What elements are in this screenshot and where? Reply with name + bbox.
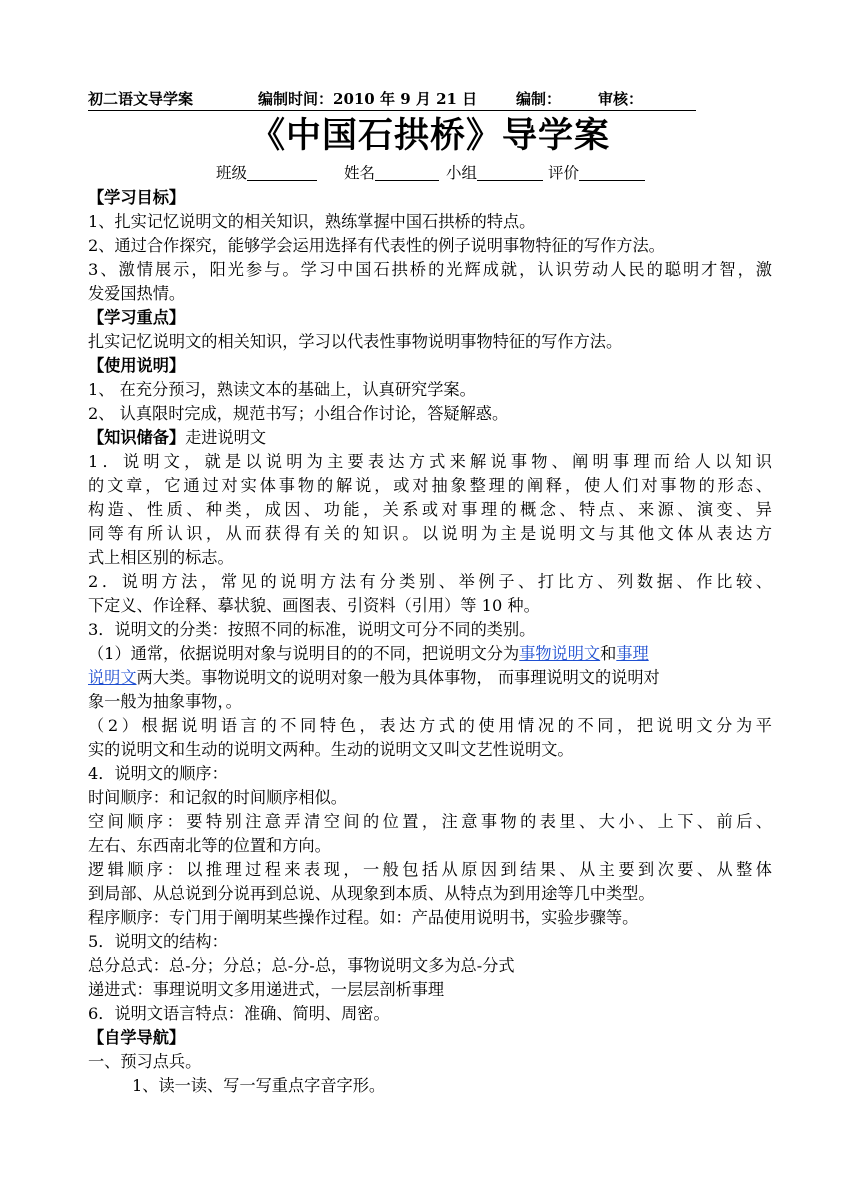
self-study-heading: 【自学导航】 <box>88 1028 186 1047</box>
name-field <box>344 162 375 184</box>
classification-text: 两大类。事物说明文的说明对象一般为具体事物， 而事理说明文的说明对 <box>136 668 660 687</box>
group-label: 小组 <box>446 164 478 182</box>
structure-line: 总分总式：总-分；分总；总-分-总，事物说明文多为总-分式 <box>88 956 515 975</box>
knowledge-paragraph-line: 同等有所认识，从而获得有关的知识。以说明为主是说明文与其他文体从表达方 <box>88 524 772 543</box>
student-info-row <box>0 162 860 184</box>
date-label: 编制时间：2010 年 9 月 21 日 <box>258 90 478 108</box>
knowledge-paragraph-line: 1．说明文，就是以说明为主要表达方式来解说事物、阐明事理而给人以知识 <box>88 452 772 471</box>
eval-label: 评价 <box>548 164 580 182</box>
order-line: 左右、东西南北等的位置和方向。 <box>88 836 331 855</box>
structure-line: 递进式：事理说明文多用递进式，一层层剖析事理 <box>88 980 445 999</box>
goal-item: 2、通过合作探究，能够学会运用选择有代表性的例子说明事物特征的写作方法。 <box>88 236 665 255</box>
order-line: 时间顺序：和记叙的时间顺序相似。 <box>88 788 347 807</box>
language-line: 6．说明文语言特点：准确、简明、周密。 <box>88 1004 390 1023</box>
usage-item: 2、 认真限时完成，规范书写；小组合作讨论，答疑解惑。 <box>88 404 509 423</box>
focus-text: 扎实记忆说明文的相关知识，学习以代表性事物说明事物特征的写作方法。 <box>88 332 623 351</box>
page-title: 《中国石拱桥》导学案 <box>249 116 610 156</box>
usage-heading: 【使用说明】 <box>88 356 186 375</box>
knowledge-paragraph-line: 的文章，它通过对实体事物的解说，或对抽象整理的阐释，使人们对事物的形态、 <box>88 476 772 495</box>
knowledge-paragraph-line <box>88 642 772 666</box>
structure-line: 5．说明文的结构： <box>88 932 228 951</box>
knowledge-paragraph-line: 象一般为抽象事物，。 <box>88 692 242 711</box>
order-line: 逻辑顺序：以推理过程来表现，一般包括从原因到结果、从主要到次要、从整体 <box>88 860 772 879</box>
editor-label: 编制： <box>516 90 562 108</box>
focus-heading: 【学习重点】 <box>88 308 186 327</box>
thing-expository-link[interactable]: 事物说明文 <box>519 644 601 663</box>
knowledge-paragraph-line <box>88 666 772 690</box>
knowledge-paragraph-line: 式上相区别的标志。 <box>88 548 234 567</box>
goals-heading: 【学习目标】 <box>88 188 186 207</box>
course-label: 初二语文导学案 <box>88 90 194 108</box>
goal-item: 发爱国热情。 <box>88 284 186 303</box>
reason-expository-link-part1[interactable]: 事理 <box>616 644 649 663</box>
goal-item: 3、激情展示，阳光参与。学习中国石拱桥的光辉成就，认识劳动人民的聪明才智，激 <box>88 260 772 279</box>
group-blank <box>477 162 543 181</box>
document-body <box>88 186 772 1098</box>
class-field <box>216 162 247 184</box>
eval-field <box>548 162 579 184</box>
knowledge-paragraph-line: （2）根据说明语言的不同特色，表达方式的使用情况的不同，把说明文分为平 <box>88 716 772 735</box>
knowledge-subheading: 走进说明文 <box>185 428 267 447</box>
knowledge-paragraph-line: 3．说明文的分类：按照不同的标准，说明文可分不同的类别。 <box>88 620 536 639</box>
knowledge-paragraph-line: 下定义、作诠释、摹状貌、画图表、引资料（引用）等 10 种。 <box>88 596 540 615</box>
name-label: 姓名 <box>344 164 376 182</box>
order-line: 到局部、从总说到分说再到总说、从现象到本质、从特点为到用途等几中类型。 <box>88 884 655 903</box>
eval-blank <box>579 162 645 181</box>
order-line: 4．说明文的顺序： <box>88 764 228 783</box>
group-field <box>446 162 477 184</box>
order-line: 程序顺序：专门用于阐明某些操作过程。如：产品使用说明书，实验步骤等。 <box>88 908 639 927</box>
knowledge-paragraph-line: 构造、性质、种类，成因、功能，关系或对事理的概念、特点、来源、演变、异 <box>88 500 772 519</box>
document-header <box>88 88 696 111</box>
knowledge-heading-row <box>88 426 772 450</box>
reviewer-label: 审核： <box>598 90 644 108</box>
classification-text: （1）通常，依据说明对象与说明目的的不同，把说明文分为 <box>88 644 520 663</box>
goal-item: 1、扎实记忆说明文的相关知识，熟练掌握中国石拱桥的特点。 <box>88 212 536 231</box>
self-study-subitem: 1、读一读、写一写重点字音字形。 <box>132 1076 386 1095</box>
knowledge-paragraph-line: 实的说明文和生动的说明文两种。生动的说明文又叫文艺性说明文。 <box>88 740 574 759</box>
class-blank <box>247 162 317 181</box>
usage-item: 1、 在充分预习，熟读文本的基础上，认真研究学案。 <box>88 380 476 399</box>
knowledge-paragraph-line: 2．说明方法，常见的说明方法有分类别、举例子、打比方、列数据、作比较、 <box>88 572 772 591</box>
name-blank <box>375 162 439 181</box>
class-label: 班级 <box>216 164 248 182</box>
reason-expository-link-part2[interactable]: 说明文 <box>88 668 137 687</box>
knowledge-heading: 【知识储备】 <box>88 428 186 447</box>
order-line: 空间顺序：要特别注意弄清空间的位置，注意事物的表里、大小、上下、前后、 <box>88 812 772 831</box>
and-text: 和 <box>600 644 617 663</box>
self-study-item: 一、预习点兵。 <box>88 1052 202 1071</box>
